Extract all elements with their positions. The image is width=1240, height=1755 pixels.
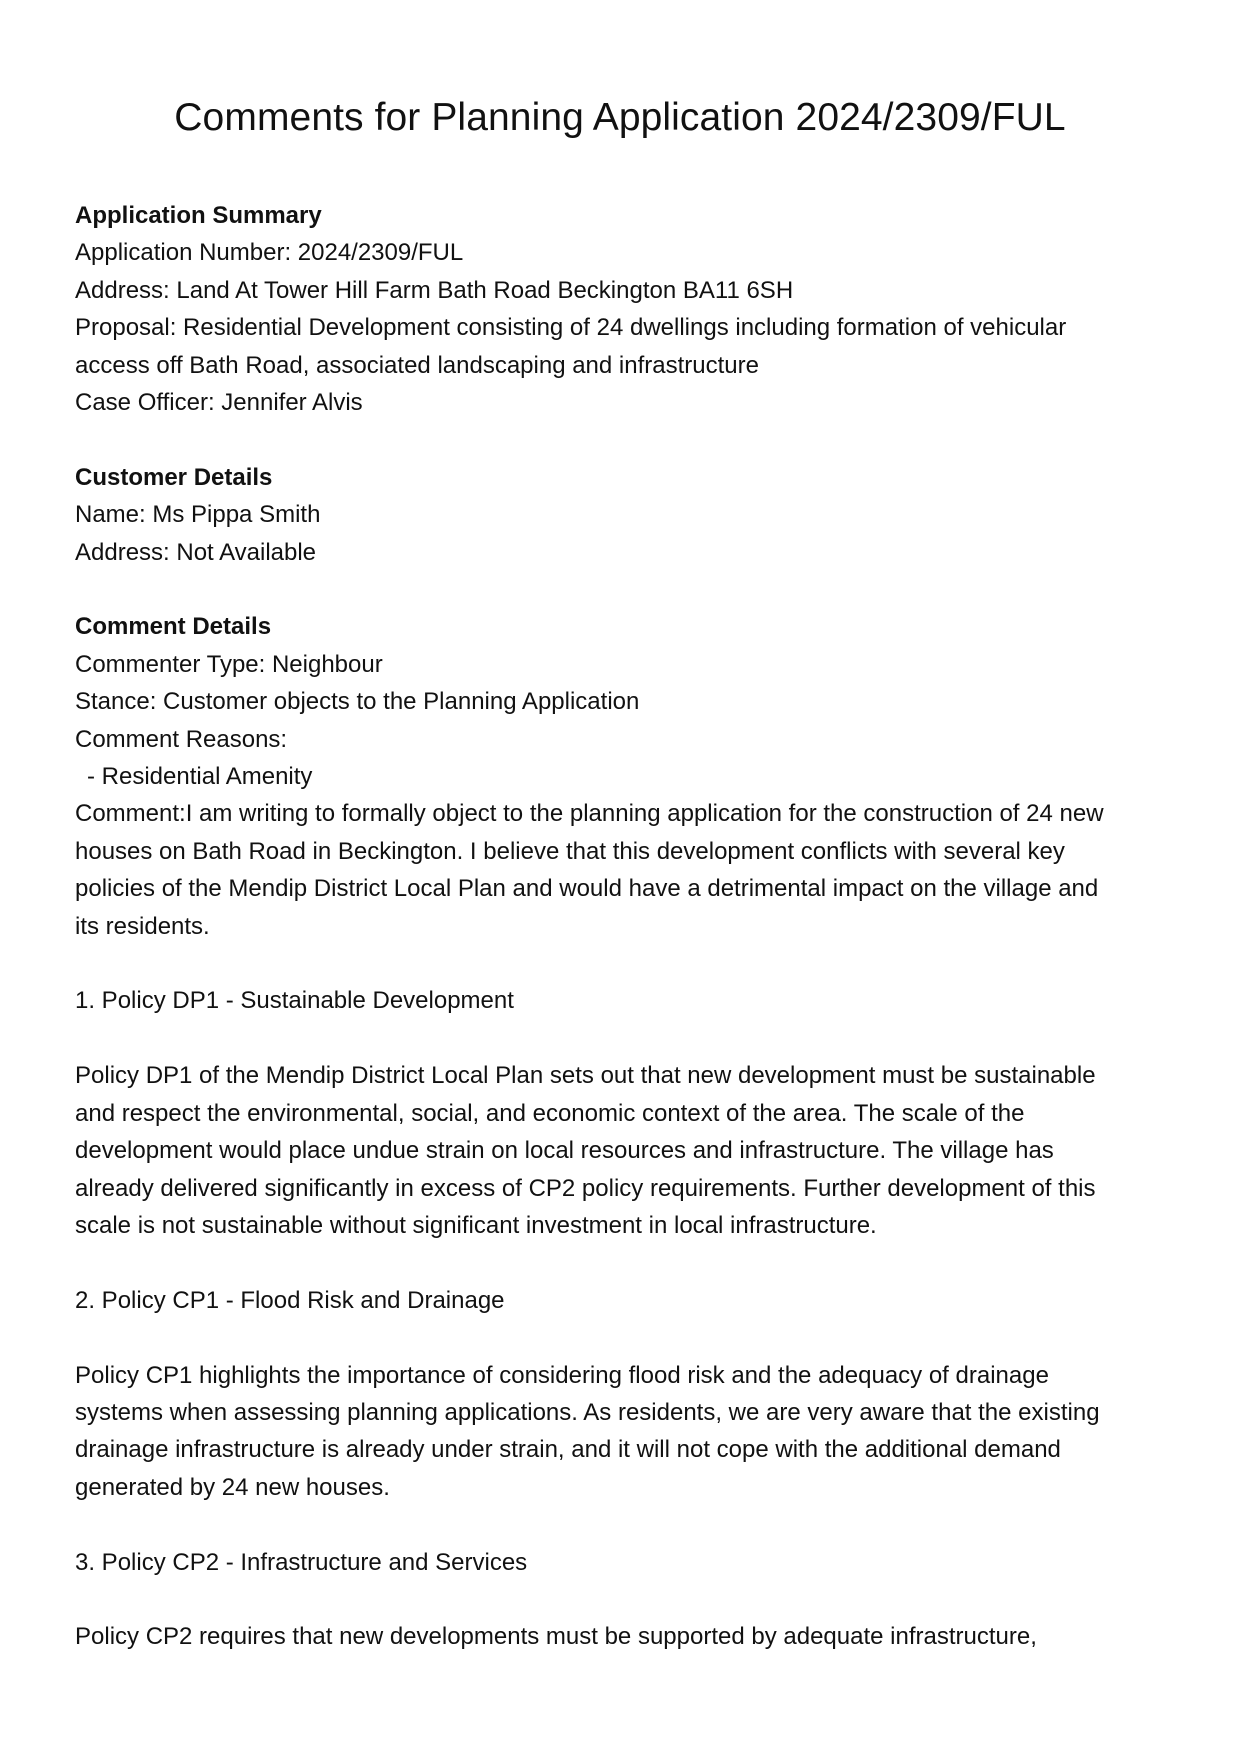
spacer [75, 421, 1165, 458]
customer-name: Name: Ms Pippa Smith [75, 501, 321, 529]
spacer [75, 571, 1165, 608]
comment-details-heading: Comment Details [75, 613, 272, 641]
policy-text-line: systems when assessing planning applications. As residents, we are very aware that the existing [75, 1398, 1100, 1426]
policy-text-line: generated by 24 new houses. [75, 1473, 390, 1501]
application-address: Address: Land At Tower Hill Farm Bath Road Beckington BA11 6SH [75, 276, 794, 304]
policy-text-line: and respect the environmental, social, and economic context of the area. The scale of the [75, 1099, 1025, 1127]
commenter-type: Commenter Type: Neighbour [75, 650, 383, 678]
comment-text-line: policies of the Mendip District Local Plan and would have a detrimental impact on the village and [75, 875, 1099, 903]
customer-address: Address: Not Available [75, 538, 317, 566]
spacer [75, 1319, 1165, 1356]
policy-text-line: development would place undue strain on local resources and infrastructure. The village has [75, 1137, 1054, 1165]
case-officer: Case Officer: Jennifer Alvis [75, 389, 363, 417]
comment-text-line: houses on Bath Road in Beckington. I believe that this development conflicts with several key [75, 837, 1065, 865]
proposal-line: Proposal: Residential Development consisting of 24 dwellings including formation of vehicular [75, 314, 1067, 342]
policy-heading-cp2: 3. Policy CP2 - Infrastructure and Services [75, 1548, 528, 1576]
policy-text-line: already delivered significantly in excess of CP2 policy requirements. Further development of this [75, 1174, 1096, 1202]
policy-text-line: Policy CP2 requires that new developments must be supported by adequate infrastructure, [75, 1623, 1037, 1651]
comment-reasons-label: Comment Reasons: [75, 725, 288, 753]
application-summary-heading: Application Summary [75, 202, 322, 229]
policy-text-line: scale is not sustainable without significant investment in local infrastructure. [75, 1211, 877, 1239]
spacer [75, 1244, 1165, 1281]
comment-text-line: Comment:I am writing to formally object to the planning application for the construction of 24 new [75, 800, 1104, 828]
application-number: Application Number: 2024/2309/FUL [75, 239, 464, 267]
spacer [75, 1581, 1165, 1618]
proposal-line: access off Bath Road, associated landscaping and infrastructure [75, 351, 759, 379]
spacer [75, 1506, 1165, 1543]
spacer [75, 1020, 1165, 1057]
comment-text-line: its residents. [75, 912, 210, 940]
policy-text-line: Policy DP1 of the Mendip District Local Plan sets out that new development must be sustainable [75, 1062, 1096, 1090]
spacer [75, 945, 1165, 982]
page-title: Comments for Planning Application 2024/2309/FUL [174, 96, 1066, 139]
policy-text-line: drainage infrastructure is already under strain, and it will not cope with the additional demand [75, 1436, 1061, 1464]
stance: Stance: Customer objects to the Planning Application [75, 688, 640, 716]
policy-text-line: Policy CP1 highlights the importance of considering flood risk and the adequacy of drainage [75, 1361, 1049, 1389]
comment-reason-item: - Residential Amenity [87, 763, 313, 791]
customer-details-heading: Customer Details [75, 463, 273, 491]
policy-heading-dp1: 1. Policy DP1 - Sustainable Development [75, 987, 514, 1015]
document-body [75, 197, 1165, 1656]
policy-heading-cp1: 2. Policy CP1 - Flood Risk and Drainage [75, 1286, 505, 1314]
